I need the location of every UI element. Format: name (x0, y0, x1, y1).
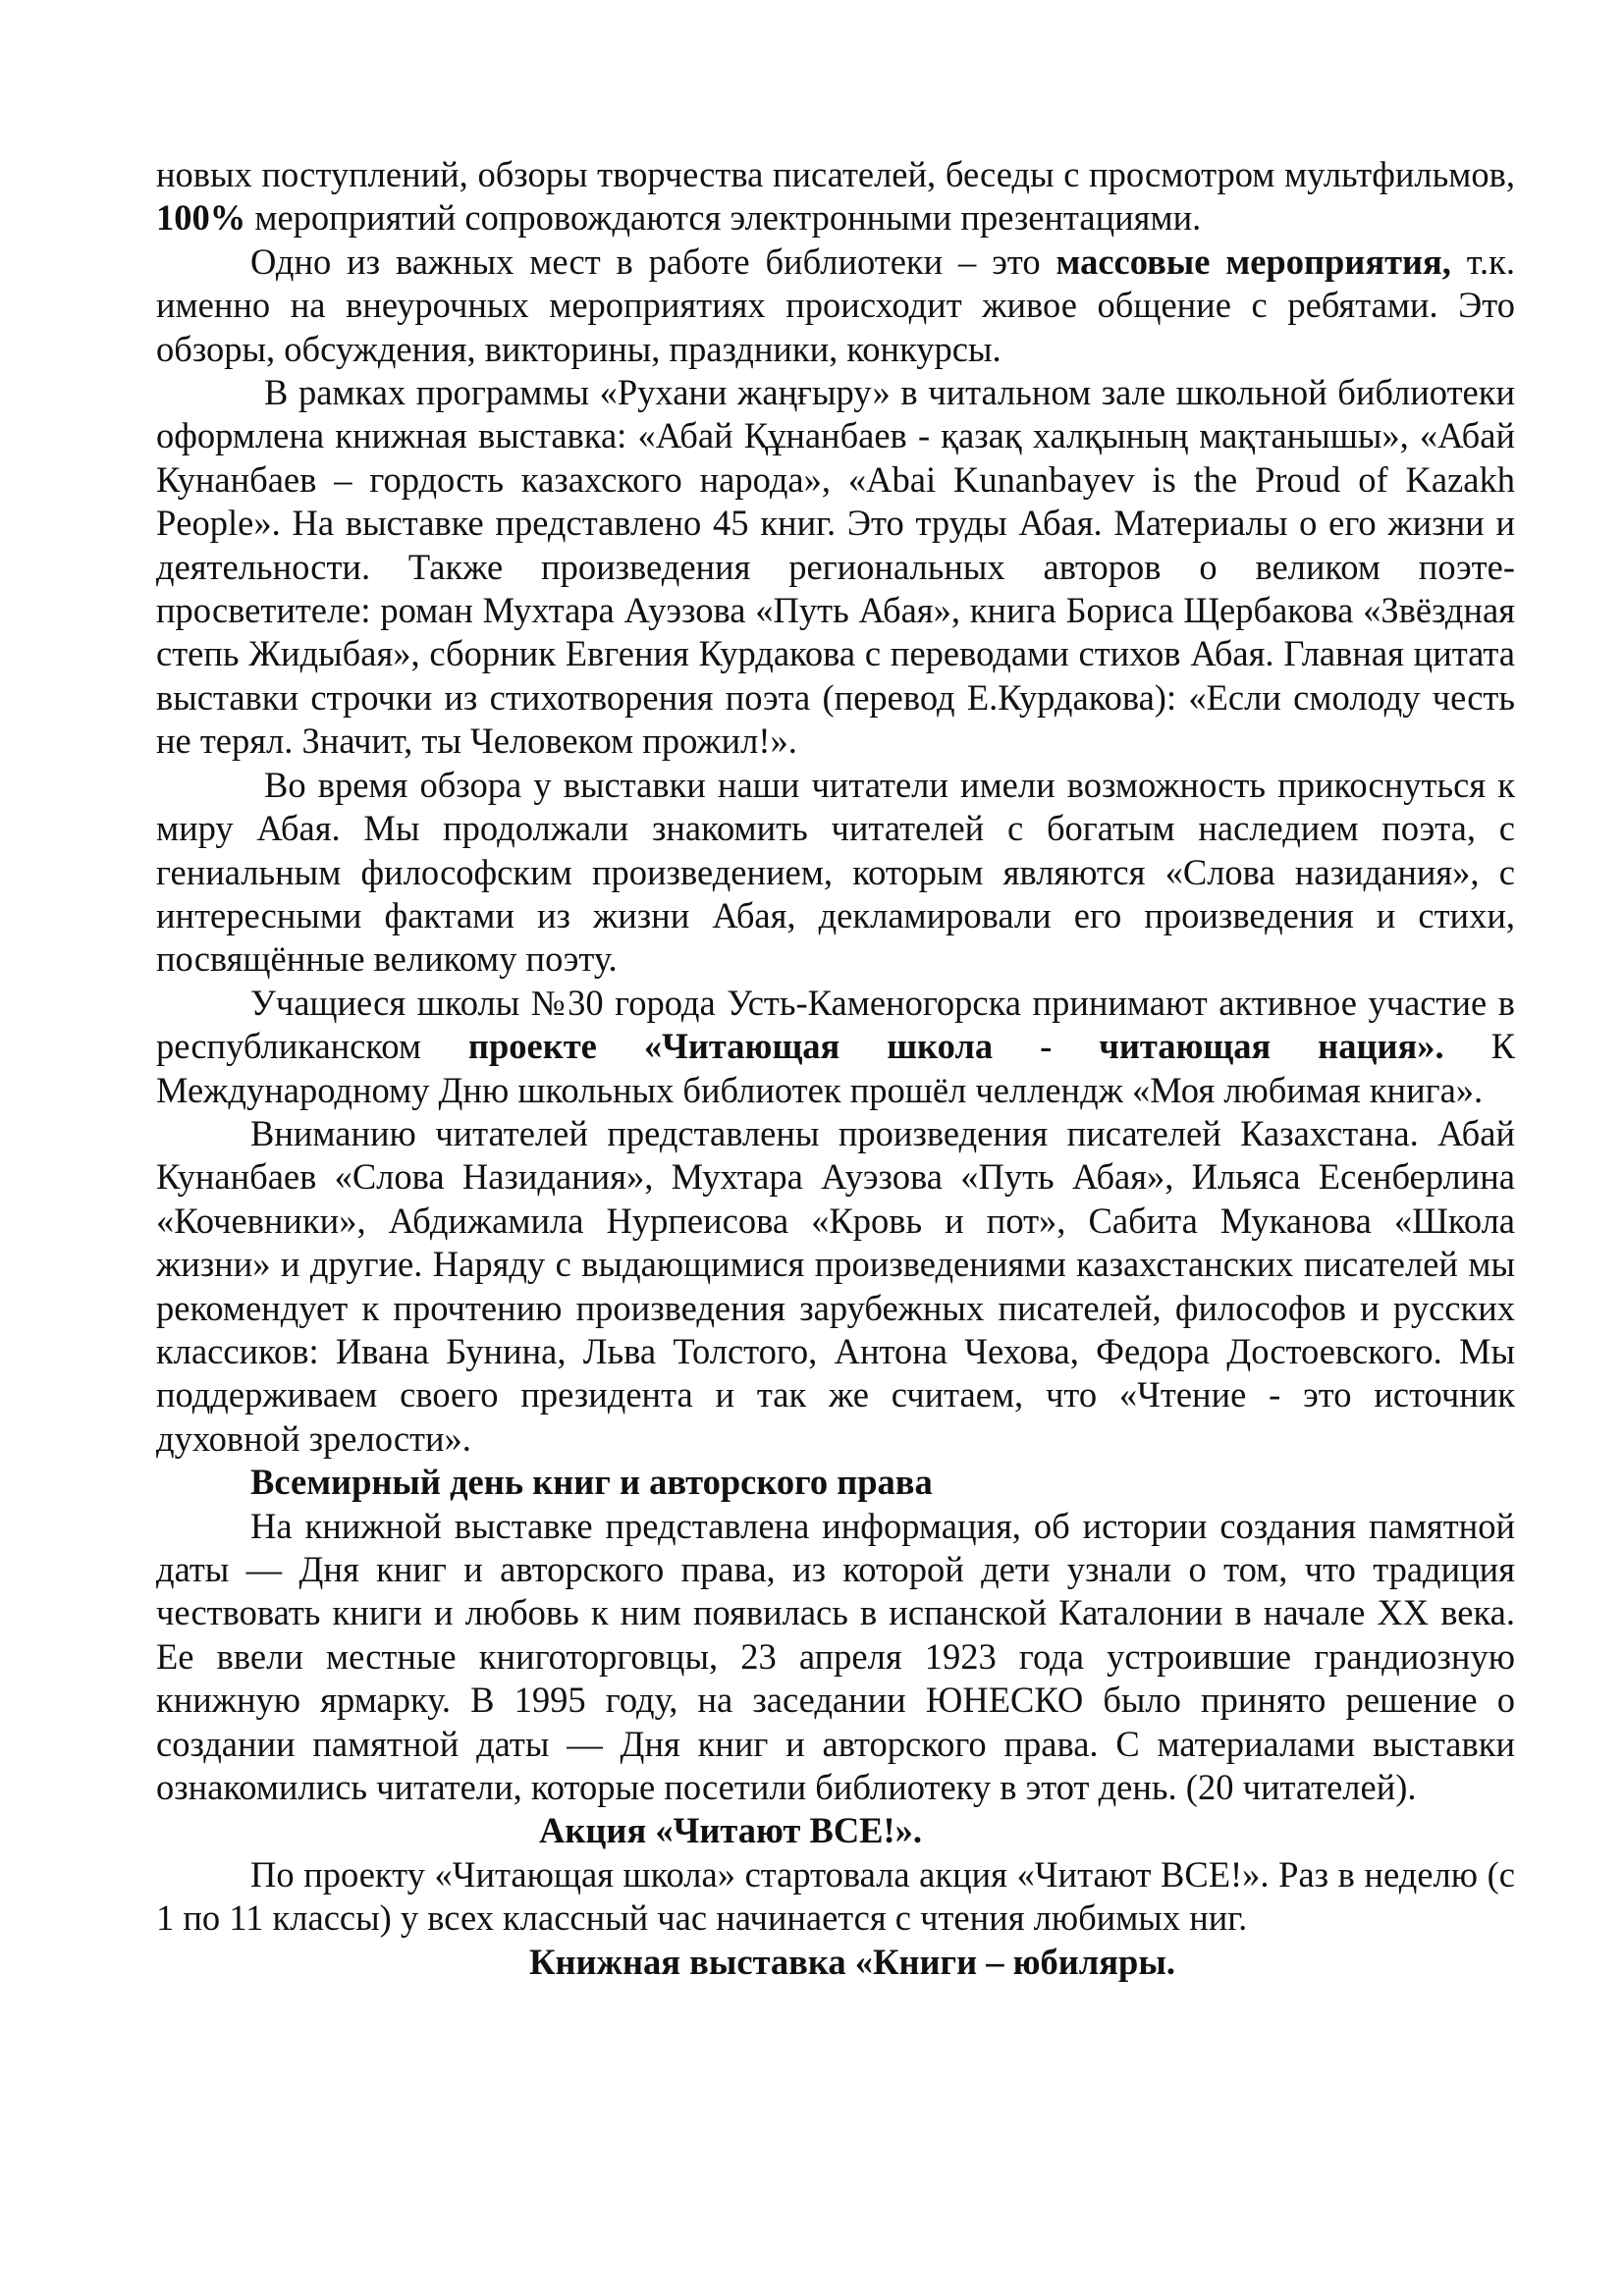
document-page (156, 153, 1515, 1984)
paragraph-review: Во время обзора у выставки наши читатели имели возможность прикоснуться к миру Абая. Мы продолжали знакомить читателей с богатым наследием поэта, с гениальным философским произведением, которым являются «Слова назидания», с интересными фактами из жизни Абая, декламировали его произведения и стихи, посвящённые великому поэту. (156, 764, 1515, 980)
heading-book-day: Всемирный день книг и авторского права (250, 1462, 933, 1503)
paragraph-mass-events: Одно из важных мест в работе библиотеки – это массовые мероприятия, т.к. именно на внеурочных мероприятиях происходит живое общение с ребятами. Это обзоры, обсуждения, викторины, праздники, конкурсы. (156, 240, 1515, 369)
paragraph-action: По проекту «Читающая школа» стартовала акция «Читают ВСЕ!». Раз в неделю (с 1 по 11 классы) у всех классный час начинается с чтения любимых ниг. (156, 1853, 1515, 1939)
heading-jubilee-exhibition: Книжная выставка «Книги – юбиляры. (529, 1941, 1175, 1982)
bold-mass-events: массовые мероприятия, (1056, 240, 1451, 282)
paragraph-abai-exhibition: В рамках программы «Рухани жаңғыру» в читальном зале школьной библиотеки оформлена книжная выставка: «Абай Құнанбаев - қазақ халқының мақтанышы», «Абай Кунанбаев – гордость казахского народа», «Abai Kunanbayev is the Proud of Kazakh People». На выставке представлено 45 книг. Это труды Абая. Материалы о его жизни и деятельности. Также произведения региональных авторов о великом поэте-просветителе: роман Мухтара Ауэзова «Путь Абая», книга Бориса Щербакова «Звёздная степь Жидыбая», сборник Евгения Курдакова с переводами стихов Абая. Главная цитата выставки строчки из стихотворения поэта (перевод Е.Курдакова): «Если смолоду честь не терял. Значит, ты Человеком прожил!». (156, 372, 1515, 762)
bold-project: проекте «Читающая школа - читающая нация». (467, 1026, 1444, 1067)
paragraph-intro: новых поступлений, обзоры творчества писателей, беседы с просмотром мультфильмов, 100% мероприятий сопровождаются электронными презентациями. (156, 154, 1515, 239)
paragraph-kazakh-writers: Вниманию читателей представлены произведения писателей Казахстана. Абай Кунанбаев «Слова Назидания», Мухтара Ауэзова «Путь Абая», Ильяса Есенберлина «Кочевники», Абдижамила Нурпеисова «Кровь и пот», Сабита Муканова «Школа жизни» и другие. Наряду с выдающимися произведениями казахстанских писателей мы рекомендует к прочтению произведения зарубежных писателей, философов и русских классиков: Ивана Бунина, Льва Толстого, Антона Чехова, Федора Достоевского. Мы поддерживаем своего президента и так же считаем, что «Чтение - это источник духовной зрелости». (156, 1112, 1515, 1459)
paragraph-reading-school: Учащиеся школы №30 города Усть-Каменогорска принимают активное участие в республиканском проекте «Читающая школа - читающая нация». К Международному Дню школьных библиотек прошёл челлендж «Моя любимая книга». (156, 982, 1515, 1110)
paragraph-book-day: На книжной выставке представлена информация, об истории создания памятной даты — Дня книг и авторского права, из которой дети узнали о том, что традиция чествовать книги и любовь к ним появилась в испанской Каталонии в начале XX века. Ее ввели местные книготорговцы, 23 апреля 1923 года устроившие грандиозную книжную ярмарку. В 1995 году, на заседании ЮНЕСКО было принято решение о создании памятной даты — Дня книг и авторского права. С материалами выставки ознакомились читатели, которые посетили библиотеку в этот день. (20 читателей). (156, 1505, 1515, 1808)
heading-action: Акция «Читают ВСЕ!». (539, 1810, 923, 1851)
bold-percent: 100% (156, 197, 246, 239)
